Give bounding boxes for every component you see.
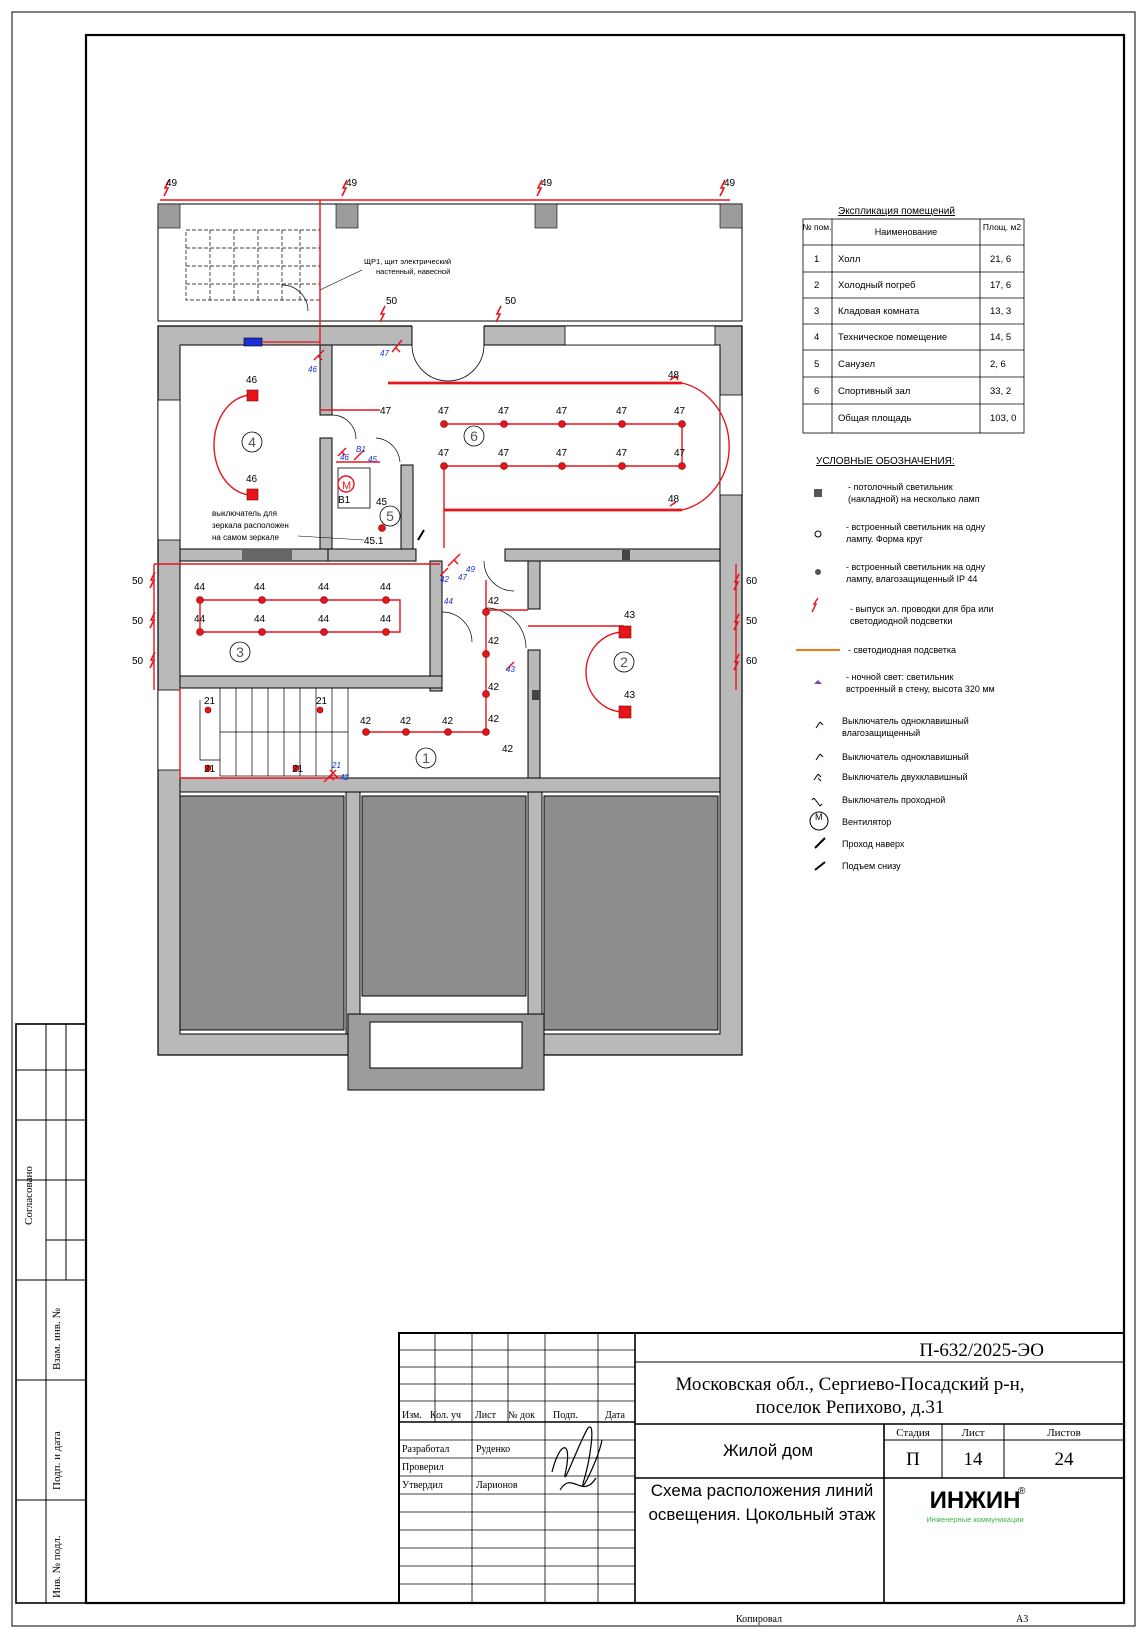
stage-value: П [906, 1449, 920, 1470]
label-42: 42 [442, 716, 454, 727]
document-code: П-632/2025-ЭО [919, 1340, 1044, 1361]
svg-text:Подъем снизу: Подъем снизу [842, 861, 901, 871]
label-49: 49 [346, 178, 358, 189]
label-21: 21 [204, 696, 216, 707]
label-47: 47 [616, 406, 628, 417]
expl-row-1-no: 1 [814, 254, 820, 265]
svg-text:Инженерные коммуникации: Инженерные коммуникации [926, 1515, 1024, 1524]
label-47: 47 [556, 448, 568, 459]
rise-from-below-icon [815, 862, 825, 870]
svg-text:- потолочный светильник: - потолочный светильник [848, 482, 953, 492]
expl-header-area: Площ. м2 [982, 222, 1022, 232]
svg-text:встроенный в стену, высота 320: встроенный в стену, высота 320 мм [846, 684, 995, 694]
label-21: 21 [316, 696, 328, 707]
svg-text:В1: В1 [356, 445, 366, 454]
replacement-inv-stamp: Взам. инв. № [51, 1308, 63, 1370]
svg-text:M: M [815, 812, 823, 822]
panel-note-line1: ЩР1, щит электрический [364, 257, 452, 266]
svg-text:лампу, влагозащищенный IP 44: лампу, влагозащищенный IP 44 [846, 574, 978, 584]
label-45: 45 [376, 497, 388, 508]
rev-header-sign: Подп. [553, 1410, 578, 1421]
switch-double-icon [814, 774, 821, 781]
sheet-number: 14 [963, 1449, 983, 1470]
svg-text:®: ® [1018, 1486, 1026, 1497]
label-44: 44 [318, 614, 330, 625]
room-number-5: 5 [386, 508, 394, 524]
svg-text:Проход наверх: Проход наверх [842, 839, 905, 849]
room-number-4: 4 [248, 434, 256, 450]
label-42: 42 [488, 596, 500, 607]
explication-table [803, 219, 1024, 433]
building-name: Жилой дом [722, 1441, 814, 1460]
svg-text:Выключатель одноклавишный: Выключатель одноклавишный [842, 716, 969, 726]
role-developed: Разработал [402, 1444, 450, 1455]
svg-text:ИНЖИН: ИНЖИН [929, 1487, 1021, 1514]
svg-text:43: 43 [506, 665, 515, 674]
terrace-stairs [186, 230, 320, 300]
svg-text:- встроенный светильник на одн: - встроенный светильник на одну [846, 562, 986, 572]
label-48: 48 [668, 494, 680, 505]
label-50: 50 [386, 296, 398, 307]
label-60: 60 [746, 656, 758, 667]
room-number-1: 1 [422, 750, 430, 766]
mirror-note-line1: выключатель для [212, 509, 278, 518]
label-60: 60 [746, 576, 758, 587]
address-line-2: поселок Репихово, д.31 [755, 1397, 945, 1418]
label-46: 46 [246, 375, 258, 386]
fan-m-label: M [342, 480, 352, 492]
svg-text:(накладной) на несколько ламп: (накладной) на несколько ламп [848, 494, 980, 504]
sheets-header: Листов [1047, 1427, 1081, 1439]
label-47: 47 [438, 448, 450, 459]
role-approved-name: Ларионов [476, 1480, 518, 1491]
label-21: 21 [204, 764, 216, 775]
label-42: 42 [488, 714, 500, 725]
label-47: 47 [498, 448, 510, 459]
expl-row-5-name: Санузел [838, 359, 876, 370]
rev-header-date: Дата [605, 1410, 625, 1421]
label-42: 42 [488, 636, 500, 647]
label-44: 44 [194, 582, 206, 593]
label-50: 50 [505, 296, 517, 307]
label-42: 42 [488, 682, 500, 693]
company-logo [926, 1486, 1026, 1524]
room-number-6: 6 [470, 428, 478, 444]
label-21: 21 [292, 764, 304, 775]
switch-single-icon [816, 754, 823, 760]
svg-text:46: 46 [340, 453, 349, 462]
svg-text:47: 47 [380, 349, 389, 358]
legend-title: УСЛОВНЫЕ ОБОЗНАЧЕНИЯ: [816, 456, 955, 467]
expl-row-6-name: Спортивный зал [838, 386, 911, 397]
pass-up-icon [815, 838, 825, 848]
svg-text:Выключатель двухклавишный: Выключатель двухклавишный [842, 772, 968, 782]
label-47: 47 [438, 406, 450, 417]
role-checked: Проверил [402, 1462, 444, 1473]
svg-text:21: 21 [332, 761, 341, 770]
label-44: 44 [254, 582, 266, 593]
expl-row-2-name: Холодный погреб [838, 280, 916, 291]
sheets-total: 24 [1054, 1449, 1074, 1470]
label-47: 47 [498, 406, 510, 417]
legend-icons [796, 489, 840, 870]
label-47: 47 [674, 448, 686, 459]
expl-row-5-area: 2, 6 [990, 359, 1006, 370]
svg-text:Вентилятор: Вентилятор [842, 817, 892, 827]
label-50: 50 [132, 616, 144, 627]
expl-header-name: Наименование [874, 227, 938, 237]
mirror-note-line2: зеркала расположен [212, 521, 289, 530]
mirror-note-line3: на самом зеркале [212, 533, 279, 542]
svg-text:- встроенный светильник на одн: - встроенный светильник на одну [846, 522, 986, 532]
label-42: 42 [502, 744, 514, 755]
label-47: 47 [674, 406, 686, 417]
expl-row-1-name: Холл [838, 254, 861, 265]
rev-header-izm: Изм. [402, 1410, 422, 1421]
floor-plan [132, 178, 758, 1090]
expl-row-2-area: 17, 6 [990, 280, 1012, 291]
expl-row-4-name: Техническое помещение [838, 332, 948, 343]
svg-text:светодиодной подсветки: светодиодной подсветки [850, 616, 953, 626]
label-44: 44 [254, 614, 266, 625]
svg-text:49: 49 [466, 565, 475, 574]
label-49: 49 [541, 178, 553, 189]
sign-date-stamp: Подп. и дата [51, 1431, 63, 1490]
label-50: 50 [132, 576, 144, 587]
original-inv-stamp: Инв. № подл. [51, 1535, 63, 1598]
label-50: 50 [132, 656, 144, 667]
svg-text:Выключатель проходной: Выключатель проходной [842, 795, 946, 805]
label-47: 47 [616, 448, 628, 459]
rev-header-doc: № док [508, 1410, 535, 1421]
label-42: 42 [360, 716, 372, 727]
expl-total-area: 103, 0 [990, 413, 1017, 424]
signature [552, 1427, 602, 1490]
rev-header-list: Лист [475, 1410, 496, 1421]
label-47: 47 [380, 406, 392, 417]
expl-total-label: Общая площадь [838, 413, 912, 424]
svg-text:Выключатель одноклавишный: Выключатель одноклавишный [842, 752, 969, 762]
electrical-panel [244, 338, 262, 346]
expl-row-3-area: 13, 3 [990, 306, 1012, 317]
label-44: 44 [318, 582, 330, 593]
label-44: 44 [194, 614, 206, 625]
expl-row-4-area: 14, 5 [990, 332, 1012, 343]
svg-text:42: 42 [340, 773, 349, 782]
expl-row-4-no: 4 [814, 332, 820, 343]
legend-texts [842, 482, 995, 871]
expl-row-3-no: 3 [814, 306, 820, 317]
label-42: 42 [400, 716, 412, 727]
expl-row-3-name: Кладовая комната [838, 306, 920, 317]
label-44: 44 [380, 614, 392, 625]
switch-passthrough-icon [812, 798, 822, 806]
copied-label: Копировал [736, 1614, 782, 1625]
explication-title: Экспликация помещений [838, 206, 955, 217]
ceiling-light-multi-icon [814, 489, 822, 497]
label-46: 46 [246, 474, 258, 485]
role-approved: Утвердил [402, 1480, 443, 1491]
agreed-stamp: Согласовано [23, 1166, 35, 1225]
sheet-title-line-1: Схема расположения линий [650, 1481, 874, 1500]
svg-text:47: 47 [458, 573, 467, 582]
sheet-title-line-2: освещения. Цокольный этаж [648, 1505, 876, 1524]
svg-text:45: 45 [368, 455, 377, 464]
rev-header-kolvo: Кол. уч [430, 1410, 462, 1421]
label-44: 44 [380, 582, 392, 593]
expl-row-2-no: 2 [814, 280, 820, 291]
recessed-round-light-icon [815, 531, 821, 537]
svg-text:46: 46 [308, 365, 317, 374]
label-43: 43 [624, 610, 636, 621]
label-49: 49 [166, 178, 178, 189]
svg-text:- выпуск эл. проводки для бра: - выпуск эл. проводки для бра или [850, 604, 994, 614]
expl-header-no: № пом. [802, 222, 832, 232]
label-b1: В1 [338, 495, 351, 506]
label-49: 49 [724, 178, 736, 189]
label-45-1: 45.1 [364, 536, 384, 547]
label-47: 47 [556, 406, 568, 417]
format-label: А3 [1016, 1614, 1029, 1625]
label-50: 50 [746, 616, 758, 627]
night-light-icon [814, 680, 822, 684]
switch-waterproof-icon [816, 722, 823, 728]
recessed-ip44-light-icon [815, 569, 821, 575]
room-number-3: 3 [236, 644, 244, 660]
svg-text:лампу. Форма круг: лампу. Форма круг [846, 534, 924, 544]
label-43: 43 [624, 690, 636, 701]
expl-row-6-area: 33, 2 [990, 386, 1012, 397]
label-48: 48 [668, 370, 680, 381]
svg-text:влагозащищенный: влагозащищенный [842, 728, 921, 738]
expl-row-5-no: 5 [814, 359, 820, 370]
svg-text:42: 42 [440, 575, 449, 584]
wiring-outlet-icon [812, 598, 818, 612]
expl-row-1-area: 21, 6 [990, 254, 1012, 265]
sheet-header: Лист [961, 1427, 985, 1439]
role-developed-name: Руденко [476, 1444, 511, 1455]
room-number-2: 2 [620, 654, 628, 670]
expl-row-6-no: 6 [814, 386, 820, 397]
address-line-1: Московская обл., Сергиево-Посадский р-н, [675, 1374, 1025, 1395]
panel-note-line2: настенный, навесной [376, 267, 451, 276]
stage-header: Стадия [896, 1427, 930, 1439]
svg-text:- светодиодная подсветка: - светодиодная подсветка [848, 645, 956, 655]
svg-text:- ночной свет: светильник: - ночной свет: светильник [846, 672, 954, 682]
svg-text:44: 44 [444, 597, 453, 606]
